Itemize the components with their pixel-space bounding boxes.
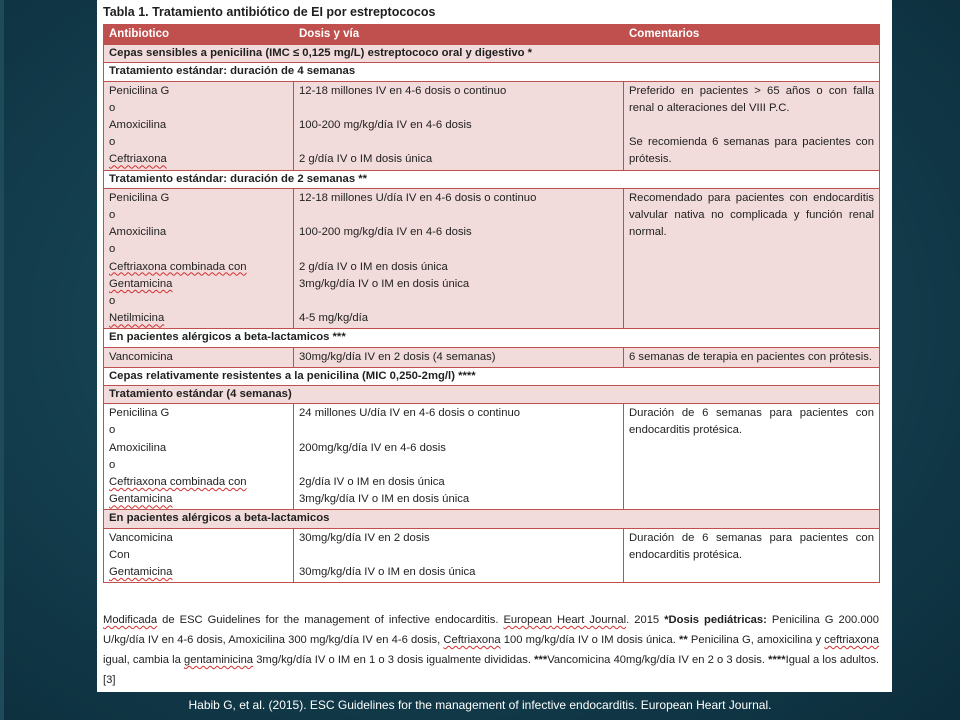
comment-text: Recomendado para pacientes con endocarditis valvular nativa no complicada y función renal normal. (629, 191, 874, 239)
footnote-mark-2: ** (679, 634, 688, 646)
table-row (104, 347, 880, 367)
table-row (104, 188, 880, 329)
footnote-source-3: . 2015 (626, 614, 665, 626)
comment-text: 6 semanas de terapia en pacientes con prótesis. (629, 350, 873, 363)
slide-caption: Habib G, et al. (2015). ESC Guidelines for the management of infective endocarditis. European Heart Journal. (188, 698, 772, 712)
comment-text: Duración de 6 semanas para pacientes con endocarditis protésica. (629, 407, 874, 437)
footnote-source-2: de ESC Guidelines for the management of infective endocarditis. (157, 614, 504, 626)
antibiotic-table (103, 24, 880, 583)
footnote-note2-2: igual, cambia la (103, 654, 184, 666)
dose-line: 100-200 mg/kg/día IV en 4-6 dosis (299, 119, 472, 131)
footnote-reference: [3] (103, 674, 116, 686)
antibiotic-line: o (109, 243, 116, 256)
antibiotic-line: Ceftriaxona combinada con (109, 476, 247, 489)
comment-text: Duración de 6 semanas para pacientes con endocarditis protésica. (629, 531, 874, 561)
footnote-note4: Igual a los adultos. (785, 654, 880, 666)
antibiotic-line: Penicilina G (109, 407, 170, 420)
antibiotic-line: Vancomicina (109, 531, 173, 544)
antibiotic-line: Amoxicilina (109, 119, 167, 132)
footnote-journal-2: Heart Journal (552, 614, 627, 626)
dose-line: 3mg/kg/día IV o IM en dosis única (299, 493, 470, 506)
antibiotic-cell (104, 404, 294, 510)
footnote-journal-1: European (503, 614, 552, 626)
footnote-note2-3: 3mg/kg/día IV o IM en 1 o 3 dosis igualmente divididas. (253, 654, 531, 666)
dose-cell (294, 81, 624, 170)
antibiotic-line: Vancomicina (109, 350, 173, 363)
antibiotic-line: o (109, 101, 116, 114)
section-standard-4-weeks: Tratamiento estándar: duración de 4 semanas (104, 63, 880, 81)
antibiotic-line: o (109, 295, 116, 308)
section-sensitive-strains: Cepas sensibles a penicilina (IMC ≤ 0,125 mg/L) estreptococo oral y digestivo * (104, 45, 880, 63)
dose-line: 4-5 mg/kg/día (299, 312, 369, 325)
section-row (104, 386, 880, 404)
dose-line: 2 g/día IV o IM en dosis única (299, 260, 448, 273)
footnote-note2-1: Penicilina G, amoxicilina y (687, 634, 825, 646)
footnote-source-1: Modificada (103, 614, 158, 626)
table-footnote (103, 610, 879, 690)
footnote-pediatric-1: Penicilina G 200.000 U/kg/día IV en 4-6 dosis, Amoxicilina 300 mg/kg/día IV en 4-6 dosis, (103, 614, 879, 646)
comment-cell (624, 528, 880, 583)
antibiotic-line: o (109, 424, 116, 437)
dose-line: 2g/día IV o IM en dosis única (299, 476, 445, 489)
header-dose: Dosis y vía (294, 25, 624, 45)
antibiotic-cell (104, 81, 294, 170)
dose-line: 24 millones U/día IV en 4-6 dosis o continuo (299, 407, 521, 420)
section-row (104, 45, 880, 63)
dose-line: 100-200 mg/kg/día IV en 4-6 dosis (299, 226, 472, 239)
antibiotic-cell (104, 347, 294, 367)
footnote-note3: Vancomicina 40mg/kg/día IV en 2 o 3 dosis. (547, 654, 765, 666)
dose-cell (294, 404, 624, 510)
antibiotic-line: Gentamicina (109, 566, 173, 579)
dose-line: 30mg/kg/día IV o IM en dosis única (299, 566, 476, 579)
footnote-mark-3: *** (534, 654, 548, 666)
comment-cell (624, 404, 880, 510)
comment-cell (624, 188, 880, 329)
section-row (104, 63, 880, 81)
antibiotic-line: Ceftriaxona combinada con (109, 260, 247, 273)
section-row (104, 329, 880, 347)
dose-line: 30mg/kg/día IV en 2 dosis (299, 531, 430, 544)
antibiotic-line: Ceftriaxona (109, 153, 167, 166)
footnote-note2-gentaminicina: gentaminicina (184, 654, 254, 666)
comment-cell (624, 347, 880, 367)
document-image (97, 0, 892, 692)
antibiotic-line: o (109, 458, 116, 471)
dose-line: 30mg/kg/día IV en 2 dosis (4 semanas) (299, 350, 496, 363)
footnote-ceftriaxona: Ceftriaxona (443, 634, 501, 646)
antibiotic-line: Gentamicina (109, 493, 173, 506)
footnote-mark-4: **** (768, 654, 786, 666)
antibiotic-line: Penicilina G (109, 84, 170, 97)
dose-line: 2 g/día IV o IM dosis única (299, 153, 433, 166)
dose-line: 12-18 millones U/día IV en 4-6 dosis o continuo (299, 191, 537, 204)
comment-text: Se recomienda 6 semanas para pacientes con prótesis. (629, 136, 874, 166)
footnote-pediatric-heading: *Dosis pediátricas: (664, 614, 767, 626)
dose-line: 3mg/kg/día IV o IM en dosis única (299, 277, 470, 290)
dose-line: 200mg/kg/día IV en 4-6 dosis (299, 441, 446, 454)
section-resistant-strains: Cepas relativamente resistentes a la penicilina (MIC 0,250-2mg/l) **** (104, 367, 880, 385)
header-antibiotic: Antibiotico (104, 25, 294, 45)
table-title: Tabla 1. Tratamiento antibiótico de EI por estreptococos (103, 5, 436, 19)
section-row (104, 170, 880, 188)
antibiotic-line: o (109, 136, 116, 149)
comment-text: Preferido en pacientes > 65 años o con falla renal o alteraciones del VIII P.C. (629, 84, 874, 114)
antibiotic-line: Netilmicina (109, 312, 165, 325)
table-row (104, 81, 880, 170)
dose-line: 12-18 millones IV en 4-6 dosis o continuo (299, 84, 507, 97)
antibiotic-line: Con (109, 548, 130, 561)
table-header-row (104, 25, 880, 45)
footnote-note2-ceftriaxona: ceftriaxona (824, 634, 880, 646)
antibiotic-line: Penicilina G (109, 191, 170, 204)
section-allergic-1: En pacientes alérgicos a beta-lactamicos *** (104, 329, 880, 347)
header-comments: Comentarios (624, 25, 880, 45)
antibiotic-line: Amoxicilina (109, 441, 167, 454)
antibiotic-line: Amoxicilina (109, 226, 167, 239)
section-row (104, 510, 880, 528)
section-row (104, 367, 880, 385)
footnote-pediatric-2: 100 mg/kg/día IV o IM dosis única. (500, 634, 680, 646)
slide-left-stripe (0, 0, 4, 720)
antibiotic-cell (104, 188, 294, 329)
dose-cell (294, 347, 624, 367)
antibiotic-line: Gentamicina (109, 277, 173, 290)
section-standard-4-weeks-b: Tratamiento estándar (4 semanas) (104, 386, 880, 404)
dose-cell (294, 188, 624, 329)
antibiotic-cell (104, 528, 294, 583)
section-standard-2-weeks: Tratamiento estándar: duración de 2 semanas ** (104, 170, 880, 188)
comment-cell (624, 81, 880, 170)
dose-cell (294, 528, 624, 583)
antibiotic-line: o (109, 209, 116, 222)
table-row (104, 404, 880, 510)
section-allergic-2: En pacientes alérgicos a beta-lactamicos (104, 510, 880, 528)
table-row (104, 528, 880, 583)
